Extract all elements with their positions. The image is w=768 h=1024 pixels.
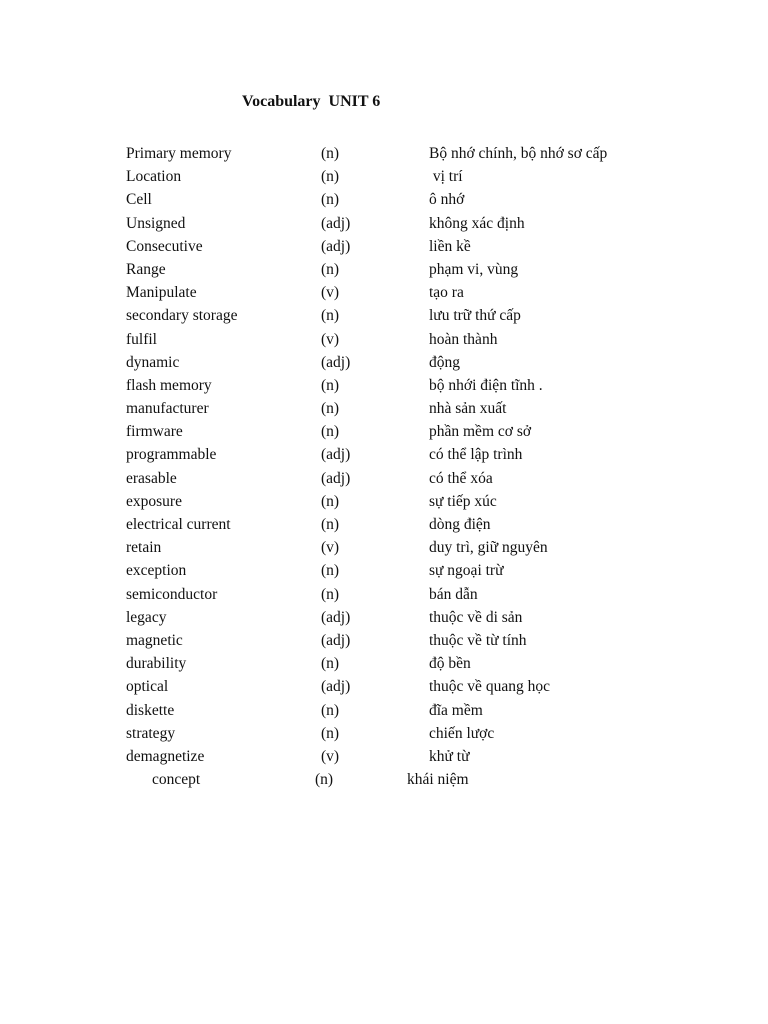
- term: Range: [126, 260, 166, 278]
- part-of-speech: (adj): [321, 446, 351, 464]
- part-of-speech: (adj): [321, 214, 351, 232]
- meaning: lưu trữ thứ cấp: [429, 307, 521, 325]
- list-item: [0, 677, 768, 700]
- list-item: [0, 585, 768, 608]
- meaning: động: [429, 353, 460, 371]
- meaning: sự tiếp xúc: [429, 492, 497, 510]
- list-item: [0, 190, 768, 213]
- term: concept: [152, 771, 201, 789]
- term: optical: [126, 678, 169, 696]
- part-of-speech: (n): [321, 400, 340, 418]
- term: Unsigned: [126, 214, 186, 232]
- part-of-speech: (n): [321, 423, 340, 441]
- term: Manipulate: [126, 284, 197, 302]
- term: Primary memory: [126, 145, 232, 162]
- part-of-speech: (n): [321, 260, 340, 278]
- list-item: [0, 445, 768, 468]
- meaning: vị trí: [429, 168, 463, 186]
- list-item: [0, 538, 768, 561]
- part-of-speech: (adj): [321, 237, 351, 255]
- part-of-speech: (n): [321, 145, 340, 162]
- meaning: không xác định: [429, 214, 525, 232]
- term: electrical current: [126, 516, 231, 533]
- term: Cell: [126, 191, 152, 209]
- list-item: [0, 214, 768, 237]
- term: diskette: [126, 701, 175, 719]
- term: firmware: [126, 423, 183, 441]
- list-item: [0, 724, 768, 747]
- meaning: ô nhớ: [429, 191, 465, 209]
- part-of-speech: (n): [321, 191, 340, 209]
- meaning: khái niệm: [407, 771, 469, 789]
- list-item: [0, 399, 768, 422]
- meaning: chiến lược: [429, 724, 495, 742]
- part-of-speech: (adj): [321, 678, 351, 696]
- term: magnetic: [126, 631, 183, 649]
- term: semiconductor: [126, 585, 218, 603]
- part-of-speech: (n): [321, 724, 340, 742]
- list-item: [0, 608, 768, 631]
- part-of-speech: (v): [321, 539, 340, 557]
- list-item: [0, 422, 768, 445]
- meaning: tạo ra: [429, 284, 464, 302]
- list-item: [0, 631, 768, 654]
- part-of-speech: (n): [321, 516, 340, 533]
- term: dynamic: [126, 353, 180, 371]
- list-item: [0, 237, 768, 260]
- vocabulary-list: [0, 144, 768, 793]
- meaning: dòng điện: [429, 516, 491, 533]
- part-of-speech: (n): [315, 771, 334, 789]
- list-item: [0, 701, 768, 724]
- list-item: [0, 167, 768, 190]
- part-of-speech: (n): [321, 585, 340, 603]
- meaning: thuộc về từ tính: [429, 631, 527, 649]
- part-of-speech: (n): [321, 655, 340, 673]
- list-item: [0, 330, 768, 353]
- meaning: có thể lập trình: [429, 446, 523, 464]
- meaning: độ bền: [429, 655, 471, 673]
- list-item: [0, 306, 768, 329]
- meaning: duy trì, giữ nguyên: [429, 539, 548, 557]
- term: manufacturer: [126, 400, 209, 418]
- page-title: Vocabulary UNIT 6: [242, 93, 381, 110]
- term: strategy: [126, 724, 176, 742]
- meaning: thuộc về quang học: [429, 678, 550, 696]
- term: demagnetize: [126, 747, 205, 765]
- list-item: [0, 144, 768, 167]
- part-of-speech: (v): [321, 284, 340, 302]
- term: erasable: [126, 469, 177, 487]
- part-of-speech: (n): [321, 307, 340, 325]
- meaning: Bộ nhớ chính, bộ nhớ sơ cấp: [429, 145, 608, 162]
- meaning: có thể xóa: [429, 469, 493, 487]
- term: legacy: [126, 608, 167, 626]
- part-of-speech: (adj): [321, 469, 351, 487]
- list-item: [0, 654, 768, 677]
- part-of-speech: (v): [321, 747, 340, 765]
- term: Location: [126, 168, 182, 186]
- part-of-speech: (adj): [321, 631, 351, 649]
- term: flash memory: [126, 376, 212, 394]
- term: exception: [126, 562, 187, 580]
- meaning: thuộc về di sản: [429, 608, 523, 626]
- meaning: phần mềm cơ sở: [429, 423, 532, 441]
- list-item: [0, 561, 768, 584]
- list-item: [0, 770, 768, 793]
- part-of-speech: (n): [321, 168, 340, 186]
- term: Consecutive: [126, 237, 203, 255]
- list-item: [0, 515, 768, 538]
- list-item: [0, 260, 768, 283]
- meaning: đĩa mềm: [429, 701, 483, 719]
- term: secondary storage: [126, 307, 238, 325]
- meaning: liền kề: [429, 237, 471, 255]
- meaning: bộ nhới điện tĩnh .: [429, 376, 543, 394]
- part-of-speech: (n): [321, 701, 340, 719]
- term: retain: [126, 539, 162, 557]
- list-item: [0, 469, 768, 492]
- term: fulfil: [126, 330, 157, 348]
- term: durability: [126, 655, 187, 673]
- term: programmable: [126, 446, 217, 464]
- list-item: [0, 283, 768, 306]
- meaning: bán dẫn: [429, 585, 478, 603]
- part-of-speech: (v): [321, 330, 340, 348]
- part-of-speech: (adj): [321, 353, 351, 371]
- list-item: [0, 492, 768, 515]
- term: exposure: [126, 492, 182, 510]
- part-of-speech: (n): [321, 376, 340, 394]
- part-of-speech: (n): [321, 492, 340, 510]
- meaning: phạm vi, vùng: [429, 260, 519, 278]
- list-item: [0, 376, 768, 399]
- meaning: khử từ: [429, 747, 470, 765]
- part-of-speech: (adj): [321, 608, 351, 626]
- meaning: nhà sản xuất: [429, 400, 507, 418]
- list-item: [0, 747, 768, 770]
- part-of-speech: (n): [321, 562, 340, 580]
- meaning: hoàn thành: [429, 330, 498, 348]
- list-item: [0, 353, 768, 376]
- meaning: sự ngoại trừ: [429, 562, 504, 580]
